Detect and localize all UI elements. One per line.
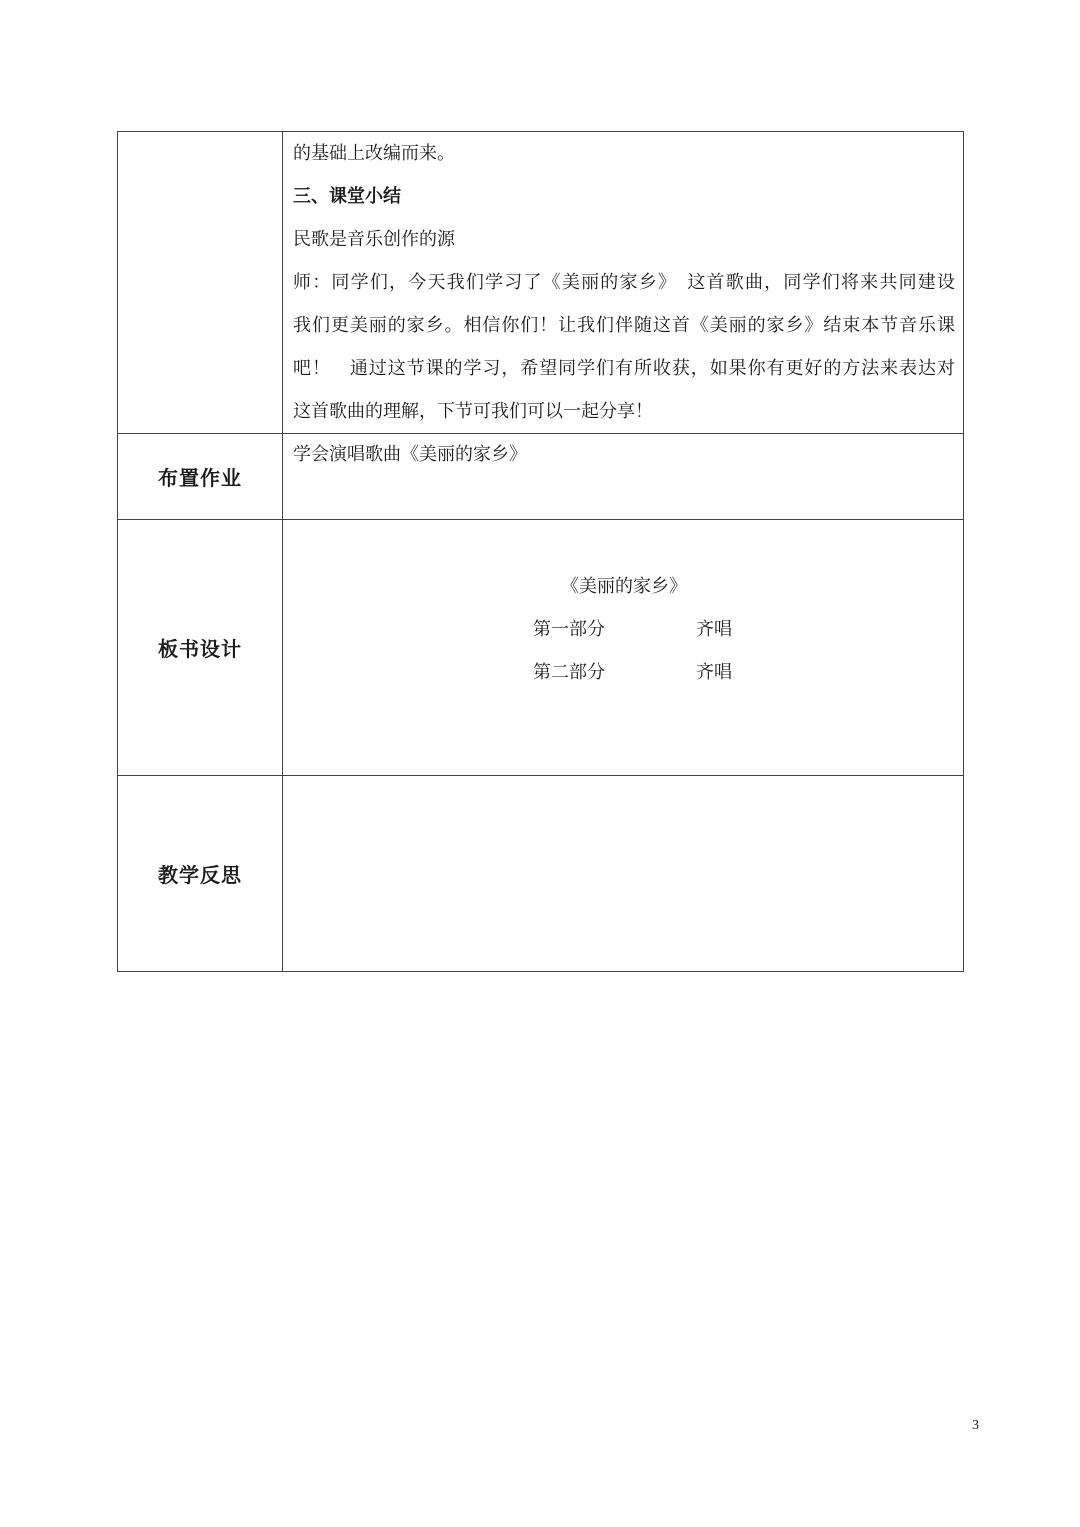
board-singing-mode: 齐唱 — [696, 662, 732, 683]
homework-text: 学会演唱歌曲《美丽的家乡》 — [293, 444, 527, 465]
summary-row — [118, 132, 964, 434]
summary-content-cell — [283, 132, 964, 434]
board-design-label: 板书设计 — [118, 520, 283, 776]
homework-row — [118, 434, 964, 520]
board-part-label: 第二部分 — [533, 662, 605, 683]
lesson-plan-table — [117, 131, 964, 972]
summary-heading: 三、课堂小结 — [293, 186, 401, 207]
homework-content-cell — [283, 434, 964, 520]
summary-line: 民歌是音乐创作的源 — [293, 229, 455, 250]
board-design — [293, 520, 955, 775]
homework-label: 布置作业 — [118, 434, 283, 520]
summary-line: 的基础上改编而来。 — [293, 143, 455, 164]
board-singing-mode: 齐唱 — [696, 619, 732, 640]
reflection-content-cell — [283, 776, 964, 972]
reflection-label: 教学反思 — [118, 776, 283, 972]
board-part-label: 第一部分 — [533, 619, 605, 640]
board-design-content-cell — [283, 520, 964, 776]
summary-line: 我们更美丽的家乡。相信你们！让我们伴随这首《美丽的家乡》结束本节音乐课 — [293, 315, 955, 336]
summary-label-cell — [118, 132, 283, 434]
page-number: 3 — [972, 1418, 979, 1433]
summary-line: 师：同学们，今天我们学习了《美丽的家乡》 这首歌曲，同学们将来共同建设 — [293, 272, 955, 293]
summary-line: 这首歌曲的理解，下节可我们可以一起分享！ — [293, 401, 653, 422]
summary-line: 吧！ 通过这节课的学习，希望同学们有所收获，如果你有更好的方法来表达对 — [293, 358, 955, 379]
board-design-row — [118, 520, 964, 776]
board-title: 《美丽的家乡》 — [561, 576, 687, 597]
reflection-row — [118, 776, 964, 972]
